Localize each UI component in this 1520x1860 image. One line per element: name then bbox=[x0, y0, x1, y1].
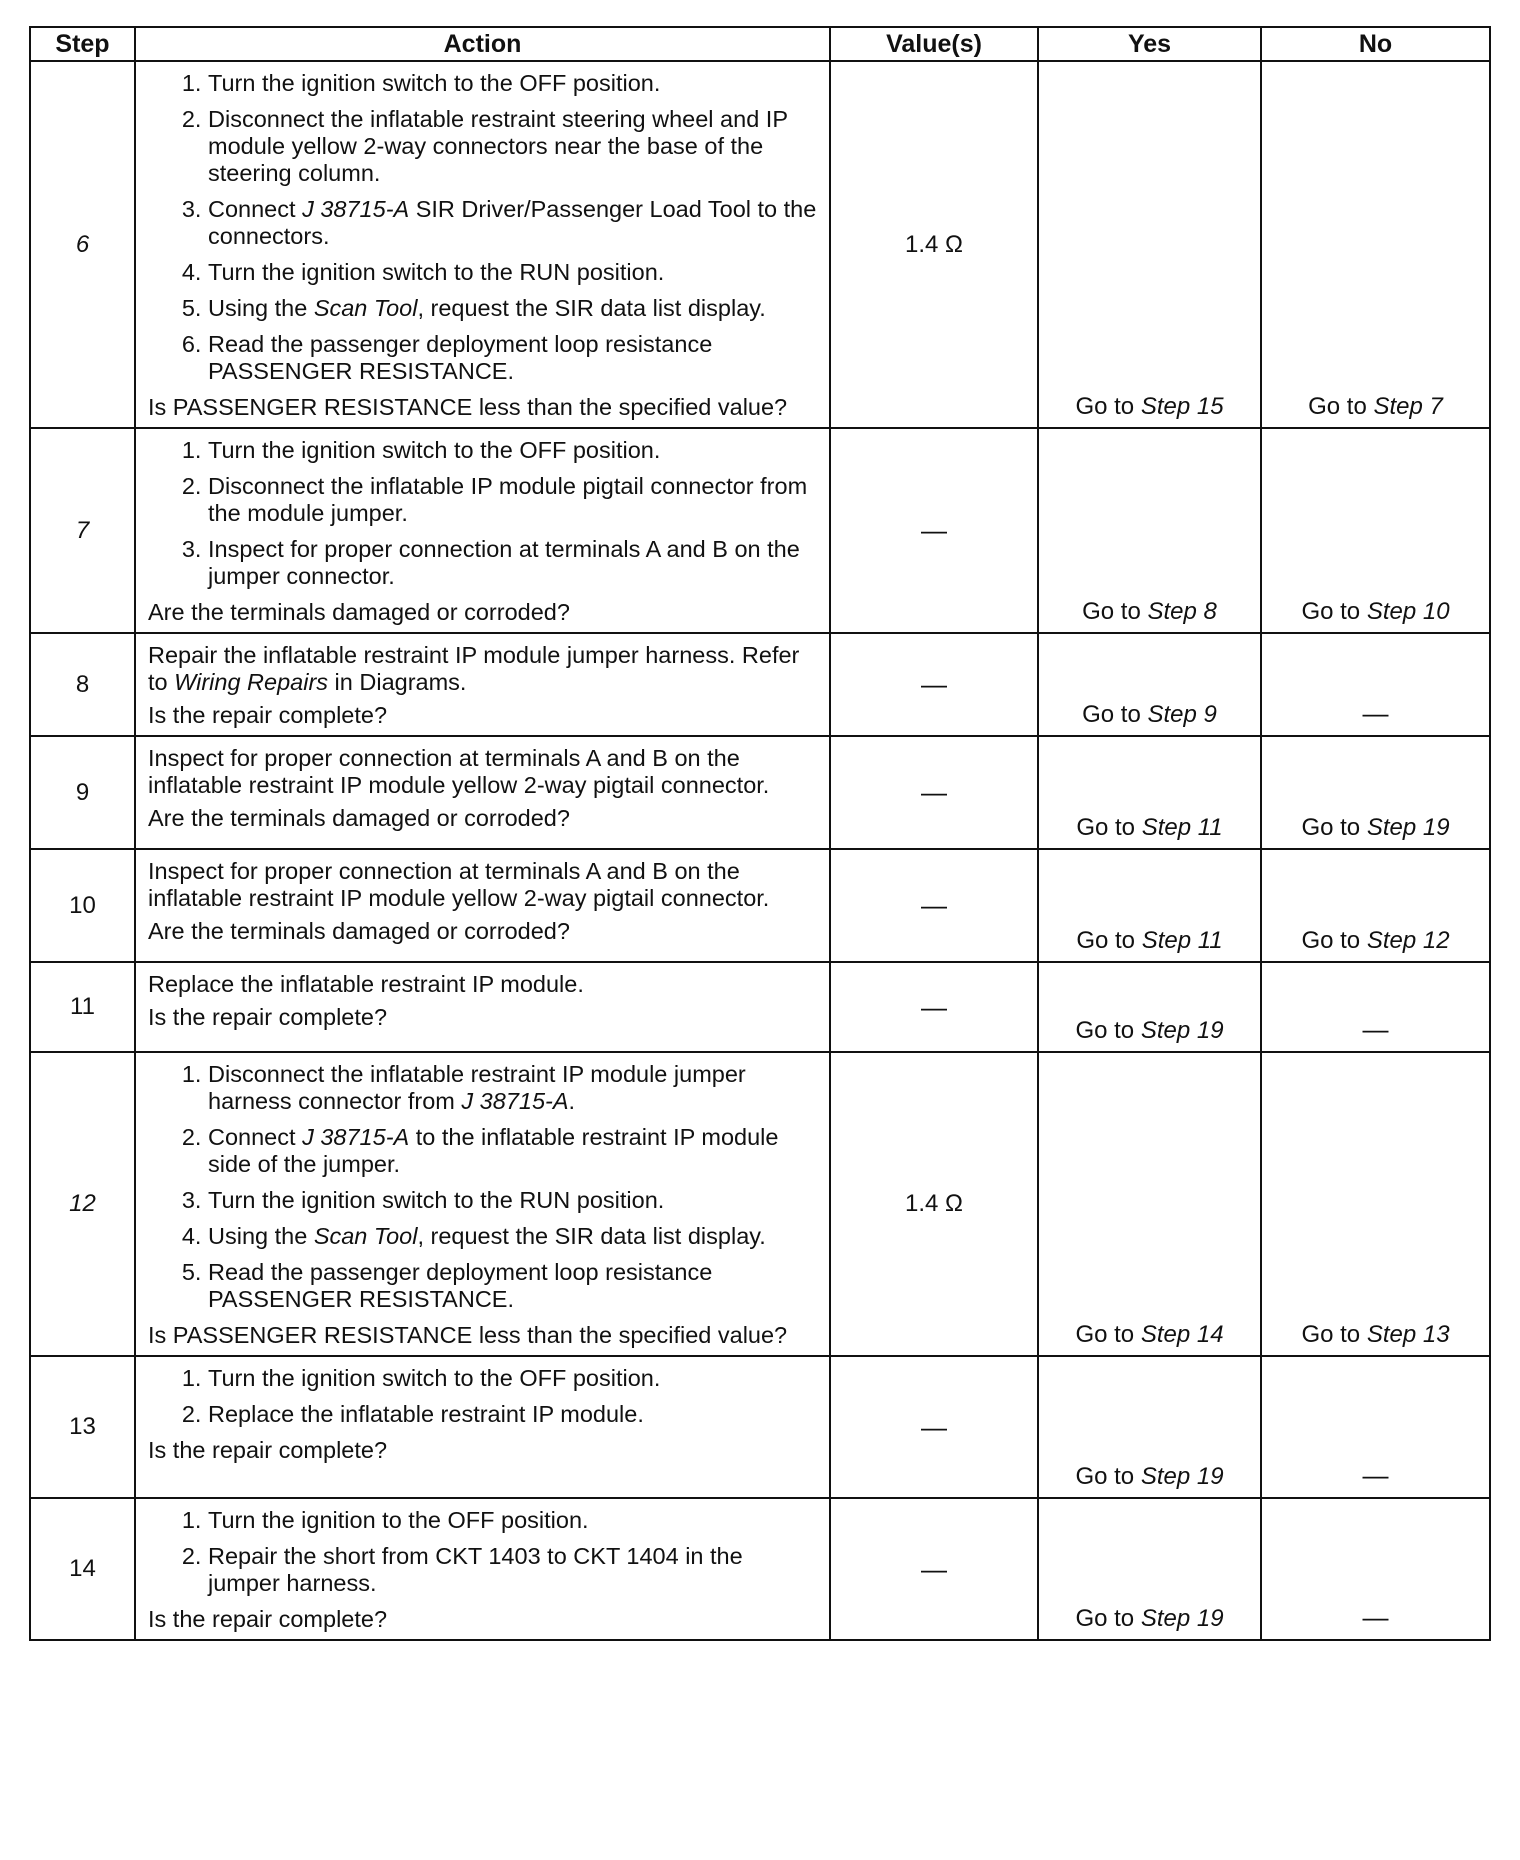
header-action: Action bbox=[135, 27, 830, 61]
action-steps bbox=[148, 70, 819, 385]
go-to-label: Go to bbox=[1301, 598, 1367, 625]
action-cell bbox=[135, 1498, 830, 1640]
value-text: 1.4 Ω bbox=[905, 1190, 963, 1217]
value-cell bbox=[830, 1498, 1038, 1640]
yes-cell bbox=[1038, 962, 1261, 1052]
go-to-step: Step 11 bbox=[1141, 814, 1223, 841]
reference-text: Scan Tool bbox=[313, 1223, 418, 1249]
go-to-step: Step 9 bbox=[1147, 701, 1217, 728]
action-step: 2. Disconnect the inflatable restraint steering wheel and IP module yellow 2-way connectors near the base of the steering column. bbox=[208, 106, 819, 187]
action-step: 3. Connect J 38715-A SIR Driver/Passenger Load Tool to the connectors. bbox=[208, 196, 819, 250]
table-row bbox=[30, 736, 1490, 849]
action-question: Is the repair complete? bbox=[148, 1606, 388, 1632]
go-to-step: Step 12 bbox=[1366, 927, 1450, 954]
go-to-label: Go to bbox=[1301, 1321, 1367, 1348]
table-row bbox=[30, 962, 1490, 1052]
action-steps bbox=[148, 1507, 819, 1597]
table-row bbox=[30, 61, 1490, 428]
table-row bbox=[30, 849, 1490, 962]
action-cell bbox=[135, 61, 830, 428]
value-cell bbox=[830, 61, 1038, 428]
value-text: 1.4 Ω bbox=[905, 230, 963, 258]
no-action-dash: — bbox=[1362, 1014, 1389, 1044]
reference-text: J 38715-A bbox=[461, 1088, 569, 1114]
step-number: 6 bbox=[30, 61, 135, 428]
go-to-label: Go to bbox=[1075, 393, 1141, 420]
value-text: — bbox=[921, 1411, 947, 1442]
header-values: Value(s) bbox=[830, 27, 1038, 61]
value-text: — bbox=[921, 1553, 947, 1584]
diagnostic-table bbox=[29, 26, 1491, 1641]
value-cell bbox=[830, 633, 1038, 736]
action-step: 3. Inspect for proper connection at terminals A and B on the jumper connector. bbox=[208, 536, 819, 590]
action-text: Repair the inflatable restraint IP module jumper harness. Refer to Wiring Repairs in Diagrams. bbox=[148, 642, 800, 695]
step-number: 14 bbox=[30, 1498, 135, 1640]
value-cell bbox=[830, 849, 1038, 962]
no-cell bbox=[1261, 61, 1490, 428]
step-number: 11 bbox=[30, 962, 135, 1052]
go-to-label: Go to bbox=[1301, 927, 1367, 954]
yes-cell bbox=[1038, 633, 1261, 736]
go-to-label: Go to bbox=[1076, 927, 1142, 954]
action-text: Inspect for proper connection at terminals A and B on the inflatable restraint IP module yellow 2-way pigtail connector. bbox=[148, 858, 770, 911]
action-step: 2. Connect J 38715-A to the inflatable restraint IP module side of the jumper. bbox=[208, 1124, 819, 1178]
yes-cell bbox=[1038, 849, 1261, 962]
action-cell bbox=[135, 736, 830, 849]
action-cell bbox=[135, 633, 830, 736]
action-question: Are the terminals damaged or corroded? bbox=[148, 918, 570, 944]
reference-text: Wiring Repairs bbox=[174, 669, 329, 695]
no-cell bbox=[1261, 1052, 1490, 1356]
header-yes: Yes bbox=[1038, 27, 1261, 61]
action-step: 1. Turn the ignition switch to the OFF position. bbox=[208, 437, 819, 464]
header-step: Step bbox=[30, 27, 135, 61]
reference-text: J 38715-A bbox=[302, 196, 410, 222]
table-row bbox=[30, 428, 1490, 633]
value-cell bbox=[830, 736, 1038, 849]
action-question: Are the terminals damaged or corroded? bbox=[148, 599, 570, 625]
reference-text: Scan Tool bbox=[313, 295, 418, 321]
action-question: Is PASSENGER RESISTANCE less than the specified value? bbox=[148, 1322, 788, 1348]
reference-text: J 38715-A bbox=[302, 1124, 410, 1150]
go-to-step: Step 15 bbox=[1140, 393, 1224, 420]
action-step: 4. Turn the ignition switch to the RUN position. bbox=[208, 259, 819, 286]
action-text: Replace the inflatable restraint IP module. bbox=[148, 971, 584, 997]
action-steps bbox=[148, 437, 819, 590]
yes-cell bbox=[1038, 1498, 1261, 1640]
action-step: 1. Turn the ignition switch to the OFF position. bbox=[208, 70, 819, 97]
go-to-step: Step 19 bbox=[1140, 1605, 1224, 1632]
action-cell bbox=[135, 849, 830, 962]
action-step: 1. Turn the ignition switch to the OFF position. bbox=[208, 1365, 819, 1392]
go-to-step: Step 19 bbox=[1140, 1463, 1224, 1490]
go-to-step: Step 11 bbox=[1141, 927, 1223, 954]
yes-cell bbox=[1038, 61, 1261, 428]
action-question: Are the terminals damaged or corroded? bbox=[148, 805, 570, 831]
value-text: — bbox=[921, 777, 947, 807]
value-text: — bbox=[921, 991, 947, 1022]
go-to-label: Go to bbox=[1082, 701, 1148, 728]
no-cell bbox=[1261, 736, 1490, 849]
step-number: 9 bbox=[30, 736, 135, 849]
action-step: 2. Repair the short from CKT 1403 to CKT 1404 in the jumper harness. bbox=[208, 1543, 819, 1597]
yes-cell bbox=[1038, 736, 1261, 849]
action-step: 1. Turn the ignition to the OFF position. bbox=[208, 1507, 819, 1534]
action-step: 5. Read the passenger deployment loop resistance PASSENGER RESISTANCE. bbox=[208, 1259, 819, 1313]
action-cell bbox=[135, 1356, 830, 1498]
no-cell bbox=[1261, 962, 1490, 1052]
value-cell bbox=[830, 1356, 1038, 1498]
action-cell bbox=[135, 1052, 830, 1356]
step-number: 12 bbox=[30, 1052, 135, 1356]
go-to-step: Step 19 bbox=[1366, 814, 1450, 841]
action-steps bbox=[148, 1365, 819, 1428]
table-row bbox=[30, 633, 1490, 736]
step-number: 7 bbox=[30, 428, 135, 633]
header-row bbox=[30, 27, 1490, 61]
step-number: 10 bbox=[30, 849, 135, 962]
action-question: Is PASSENGER RESISTANCE less than the specified value? bbox=[148, 394, 788, 420]
no-cell bbox=[1261, 428, 1490, 633]
value-text: — bbox=[921, 890, 947, 920]
go-to-label: Go to bbox=[1075, 1605, 1141, 1632]
yes-cell bbox=[1038, 428, 1261, 633]
action-cell bbox=[135, 428, 830, 633]
no-cell bbox=[1261, 1498, 1490, 1640]
no-action-dash: — bbox=[1362, 1602, 1389, 1632]
value-cell bbox=[830, 1052, 1038, 1356]
go-to-step: Step 19 bbox=[1140, 1017, 1224, 1044]
go-to-label: Go to bbox=[1075, 1463, 1141, 1490]
action-step: 2. Disconnect the inflatable IP module pigtail connector from the module jumper. bbox=[208, 473, 819, 527]
header-no: No bbox=[1261, 27, 1490, 61]
value-cell bbox=[830, 428, 1038, 633]
action-steps bbox=[148, 1061, 819, 1313]
action-question: Is the repair complete? bbox=[148, 1004, 388, 1030]
go-to-label: Go to bbox=[1082, 598, 1148, 625]
yes-cell bbox=[1038, 1052, 1261, 1356]
action-step: 2. Replace the inflatable restraint IP module. bbox=[208, 1401, 819, 1428]
go-to-label: Go to bbox=[1301, 814, 1367, 841]
no-action-dash: — bbox=[1362, 1460, 1389, 1490]
no-cell bbox=[1261, 1356, 1490, 1498]
go-to-step: Step 10 bbox=[1366, 598, 1450, 625]
go-to-label: Go to bbox=[1076, 814, 1142, 841]
no-cell bbox=[1261, 849, 1490, 962]
action-step: 6. Read the passenger deployment loop resistance PASSENGER RESISTANCE. bbox=[208, 331, 819, 385]
step-number: 8 bbox=[30, 633, 135, 736]
no-cell bbox=[1261, 633, 1490, 736]
go-to-step: Step 7 bbox=[1373, 393, 1443, 420]
yes-cell bbox=[1038, 1356, 1261, 1498]
value-cell bbox=[830, 962, 1038, 1052]
value-text: — bbox=[921, 515, 947, 545]
go-to-step: Step 14 bbox=[1140, 1321, 1224, 1348]
table-row bbox=[30, 1052, 1490, 1356]
go-to-label: Go to bbox=[1075, 1321, 1141, 1348]
action-step: 3. Turn the ignition switch to the RUN position. bbox=[208, 1187, 819, 1214]
go-to-step: Step 13 bbox=[1366, 1321, 1450, 1348]
table-row bbox=[30, 1498, 1490, 1640]
step-number: 13 bbox=[30, 1356, 135, 1498]
no-action-dash: — bbox=[1362, 698, 1389, 728]
action-question: Is the repair complete? bbox=[148, 1437, 388, 1463]
value-text: — bbox=[921, 669, 947, 699]
action-step: 1. Disconnect the inflatable restraint IP module jumper harness connector from J 38715-A. bbox=[208, 1061, 819, 1115]
go-to-step: Step 8 bbox=[1147, 598, 1217, 625]
table-row bbox=[30, 1356, 1490, 1498]
action-step: 5. Using the Scan Tool, request the SIR data list display. bbox=[208, 295, 819, 322]
action-text: Inspect for proper connection at terminals A and B on the inflatable restraint IP module yellow 2-way pigtail connector. bbox=[148, 745, 770, 798]
action-question: Is the repair complete? bbox=[148, 702, 388, 728]
action-step: 4. Using the Scan Tool, request the SIR data list display. bbox=[208, 1223, 819, 1250]
go-to-label: Go to bbox=[1308, 393, 1374, 420]
action-cell bbox=[135, 962, 830, 1052]
go-to-label: Go to bbox=[1075, 1017, 1141, 1044]
